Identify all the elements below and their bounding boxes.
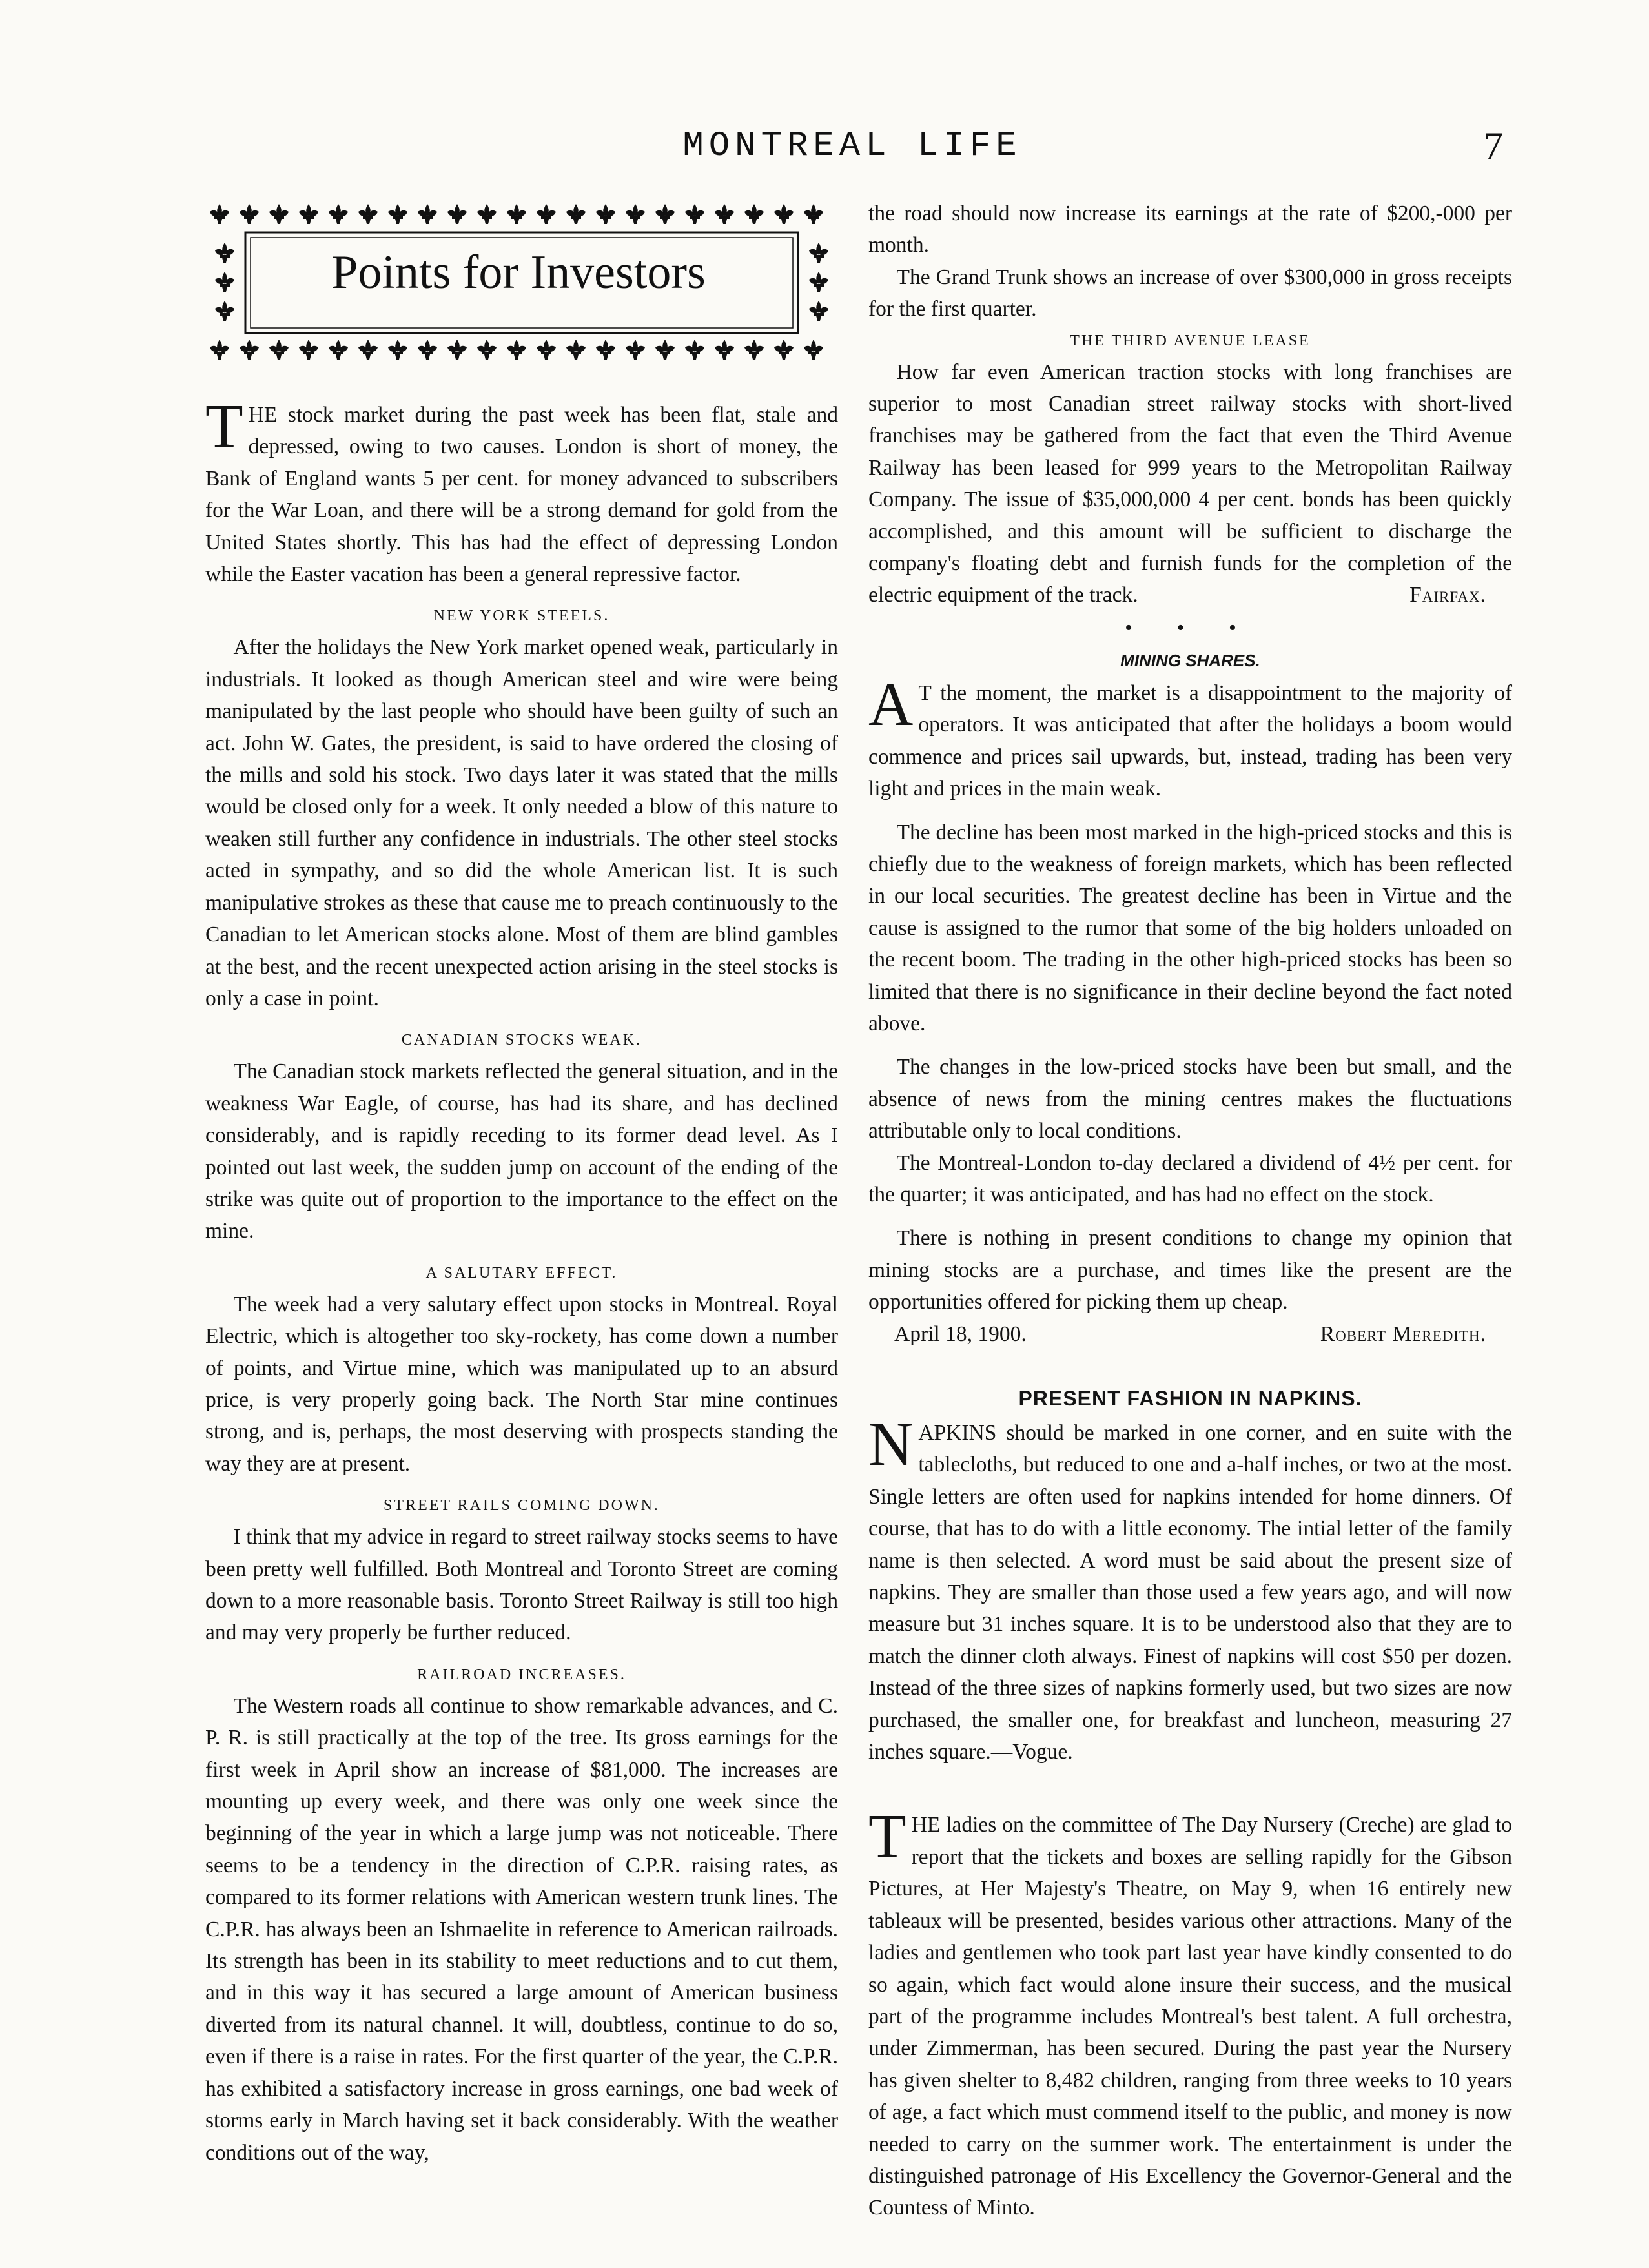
heading-napkins: PRESENT FASHION IN NAPKINS.	[1018, 1387, 1362, 1410]
subhead-third-avenue: THE THIRD AVENUE LEASE	[1070, 332, 1311, 349]
dropcap: N	[868, 1409, 914, 1478]
paragraph-street-rails: I think that my advice in regard to street railway stocks seems to have been pretty well fulfilled. Both Montreal and Toronto Street are coming down to a more reasonable basis. Toronto Street Railway is still too high and may very properly be further reduced.	[205, 1525, 838, 1645]
paragraph-mining-1	[868, 669, 1512, 805]
paragraph-mining-2: The decline has been most marked in the high-priced stocks and this is chiefly due to the weakness of foreign markets, which has been reflected in our local securities. The greatest decline has been in Virtue and the cause is assigned to the rumor that some of the big holders unloaded on the recent boom. The trading in the other high-priced stocks has been so limited that there is no significance in their decline beyond the fact noted above.	[868, 820, 1512, 1036]
dateline: April 18, 1900.	[894, 1322, 1027, 1346]
subhead-salutary-effect: A SALUTARY EFFECT.	[425, 1264, 618, 1282]
paragraph-railroad-continuation: the road should now increase its earnings at the rate of $200,-000 per month.	[868, 201, 1512, 258]
paragraph-day-nursery	[868, 1801, 1512, 2223]
signature-meredith: Robert Meredith.	[1320, 1322, 1486, 1346]
dropcap: A	[868, 669, 914, 739]
paragraph-railroad-increases: The Western roads all continue to show remarkable advances, and C. P. R. is still practically at the top of the tree. Its gross earnings for the first week in April show an increase of $81,000. The increases are mounting up every week, and there was only one week since the beginning of the year in which a large jump was not noticeable. There seems to be a tendency in the direction of C.P.R. raising rates, as compared to its former relations with American western trunk lines. The C.P.R. has always been an Ishmaelite in reference to American railroads. Its strength has been in its stability to meet reductions and to cut them, and in this way it has secured a large amount of American business diverted from its natural channel. It will, doubtless, continue to do so, even if there is a raise in rates. For the first quarter of the year, the C.P.R. has exhibited a satisfactory increase in gross earnings, one bad week of storms early in March having set it back considerably. With the weather conditions out of the way,	[205, 1693, 838, 2165]
paragraph-new-york-steels: After the holidays the New York market opened weak, particularly in industrials. It looked as though American steel and wire were being manipulated by the last people who should have been guilty of such an act. John W. Gates, the president, is said to have ordered the closing of the mills and sold his stock. Two days later it was stated that the mills would be closed only for a week. It only needed a blow of this nature to weaken still further any confidence in industrials. The other steel stocks acted in sympathy, and so did the whole American list. It is such manipulative strokes as these that cause me to preach continuously to the Canadian to let American stocks alone. Most of them are blind gambles at the best, and the recent unexpected action arising in the steel stocks is only a case in point.	[205, 635, 838, 1010]
paragraph-third-avenue	[868, 356, 1512, 611]
signature-fairfax: Fairfax.	[1409, 583, 1486, 608]
paragraph-mining-4: The Montreal-London to-day declared a dividend of 4½ per cent. for the quarter; it was anticipated, and has had no effect on the stock.	[868, 1150, 1512, 1207]
paragraph-grand-trunk: The Grand Trunk shows an increase of over $300,000 in gross receipts for the first quarter.	[868, 265, 1512, 322]
section-banner	[205, 195, 838, 369]
running-head: MONTREAL LIFE	[682, 127, 1022, 166]
intro-paragraph	[205, 391, 838, 590]
paragraph-mining-5: There is nothing in present conditions to change my opinion that mining stocks are a purchase, and times like the present are the opportunities offered for picking them up cheap.	[868, 1226, 1512, 1314]
left-column	[205, 195, 838, 2169]
intro-text: HE stock market during the past week has been flat, stale and depressed, owing to two causes. London is short of money, the Bank of England wants 5 per cent. for money advanced to subscribers for the War Loan, and there will be a strong demand for gold from the United States shortly. This has had the effect of depressing London while the Easter vacation has been a general repressive factor.	[205, 403, 838, 587]
paragraph-mining-3: The changes in the low-priced stocks have been but small, and the absence of news from the mining centres makes the fluctuations attributable only to local conditions.	[868, 1055, 1512, 1143]
subhead-new-york-steels: NEW YORK STEELS.	[433, 608, 610, 625]
day-nursery-text: HE ladies on the committee of The Day Nursery (Creche) are glad to report that the tickets and boxes are selling rapidly for the Gibson Pictures, at Her Majesty's Theatre, on May 9, when 16 entirely new tableaux will be presented, besides various other attractions. Many of the ladies and gentlemen who took part last year have kindly consented to do so again, which fact would alone insure their success, and the musical part of the programme includes Montreal's best talent. A full orchestra, under Zimmerman, has been secured. During the past year the Nursery has given shelter to 8,482 children, ranging from three weeks to 10 years of age, a fact which must commend itself to the public, and money is now needed to carry on the summer work. The entertainment is under the distinguished patronage of His Excellency the Governor-General and the Countess of Minto.	[868, 1813, 1512, 2220]
right-column	[868, 198, 1512, 2224]
subhead-mining-shares: MINING SHARES.	[1120, 650, 1260, 670]
dropcap: T	[868, 1801, 906, 1871]
page-number: 7	[1484, 125, 1503, 167]
separator-dots: • • •	[1125, 615, 1256, 640]
mining-text-1: T the moment, the market is a disappointment to the majority of operators. It was anticipated that after the holidays a boom would commence and prices sail upwards, but, instead, trading has been very light and prices in the main weak.	[868, 680, 1512, 801]
napkins-text: APKINS should be marked in one corner, and en suite with the tablecloths, but reduced to one and a-half inches, or two at the most. Single letters are often used for napkins intended for home dinners. Of course, that has to do with a little economy. The intial letter of the family name is then selected. A word must be said about the present size of napkins. They are smaller than those used a few years ago, and will now measure but 31 inches square. It is to be understood also that they are to match the dinner cloth always. Finest of napkins will cost $50 per dozen. Instead of the three sizes of napkins formerly used, but two sizes are now purchased, the smaller one, for breakfast and luncheon, measuring 27 inches square.—Vogue.	[868, 1421, 1512, 1764]
paragraph-napkins	[868, 1409, 1512, 1768]
paragraph-salutary-effect: The week had a very salutary effect upon stocks in Montreal. Royal Electric, which is altogether too sky-rockety, has come down a number of points, and Virtue mine, which was manipulated up to an absurd price, is very properly going back. The North Star mine continues strong, and is, perhaps, the most deserving with prospects standing the way they are at present.	[205, 1292, 838, 1476]
third-avenue-text: How far even American traction stocks with long franchises are superior to most Canadian street railway stocks with short-lived franchises may be gathered from the fact that even the Third Avenue Railway has been leased for 999 years to the Metropolitan Railway Company. The issue of $35,000,000 4 per cent. bonds has been quickly accomplished, and this amount will be sufficient to discharge the company's floating debt and furnish funds for the completion of the electric equipment of the track.	[868, 360, 1512, 608]
paragraph-canadian-stocks: The Canadian stock markets reflected the general situation, and in the weakness War Eagle, of course, has had its share, and has declined considerably, and is rapidly receding to its former dead level. As I pointed out last week, the sudden jump on account of the ending of the strike was quite out of proportion to the importance to the effect on the mine.	[205, 1059, 838, 1243]
subhead-canadian-stocks: CANADIAN STOCKS WEAK.	[401, 1032, 642, 1049]
subhead-railroad-increases: RAILROAD INCREASES.	[417, 1666, 626, 1683]
subhead-street-rails: STREET RAILS COMING DOWN.	[384, 1497, 660, 1515]
dropcap: T	[205, 391, 243, 460]
signature-line	[868, 1318, 1512, 1350]
banner-title: Points for Investors	[331, 246, 706, 299]
